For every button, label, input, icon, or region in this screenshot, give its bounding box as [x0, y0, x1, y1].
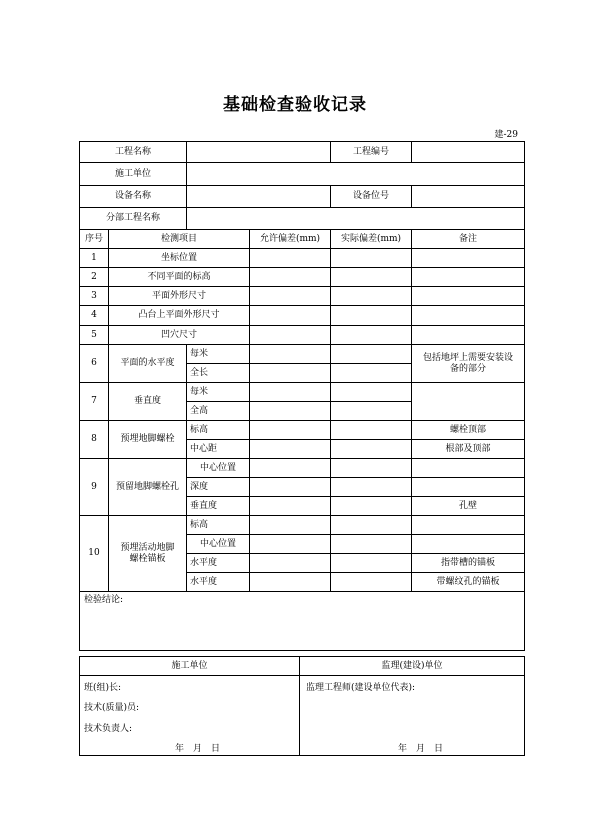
remark-cell[interactable]: [412, 383, 525, 421]
remark-cell[interactable]: [412, 306, 525, 326]
allowed-cell[interactable]: [250, 478, 331, 497]
row-no: 5: [80, 326, 109, 345]
inspection-table: [79, 141, 525, 651]
row-sub-item: 每米: [187, 383, 250, 402]
remark-cell: 包括地坪上需要安装设备的部分: [412, 345, 525, 383]
row-item: 预埋地脚螺栓: [109, 421, 187, 459]
col-remark: 备注: [412, 230, 525, 249]
row-sub-item: 中心位置: [187, 459, 250, 478]
row-sub-item: 深度: [187, 478, 250, 497]
actual-cell[interactable]: [331, 573, 412, 592]
row-no: 8: [80, 421, 109, 459]
remark-cell[interactable]: [412, 535, 525, 554]
allowed-cell[interactable]: [250, 402, 331, 421]
remark-cell: 孔壁: [412, 497, 525, 516]
actual-cell[interactable]: [331, 402, 412, 421]
allowed-cell[interactable]: [250, 516, 331, 535]
equipment-name-label: 设备名称: [80, 186, 187, 208]
team-leader-label: 班(组)长:: [84, 683, 122, 693]
quality-tech-label: 技术(质量)员:: [84, 703, 140, 713]
row-sub-item: 全长: [187, 364, 250, 383]
allowed-cell[interactable]: [250, 249, 331, 268]
allowed-cell[interactable]: [250, 268, 331, 287]
row-item: 不同平面的标高: [109, 268, 250, 287]
col-actual: 实际偏差(mm): [331, 230, 412, 249]
allowed-cell[interactable]: [250, 421, 331, 440]
row-sub-item: 水平度: [187, 554, 250, 573]
actual-cell[interactable]: [331, 326, 412, 345]
row-no: 2: [80, 268, 109, 287]
row-no: 4: [80, 306, 109, 326]
document-number: 建-29: [494, 130, 518, 140]
row-item: 平面外形尺寸: [109, 287, 250, 306]
allowed-cell[interactable]: [250, 345, 331, 364]
actual-cell[interactable]: [331, 421, 412, 440]
equipment-position-label: 设备位号: [331, 186, 412, 208]
allowed-cell[interactable]: [250, 306, 331, 326]
remark-cell[interactable]: [412, 326, 525, 345]
remark-cell[interactable]: [412, 268, 525, 287]
row-item: 平面的水平度: [109, 345, 187, 383]
construction-unit-value[interactable]: [187, 163, 525, 186]
allowed-cell[interactable]: [250, 497, 331, 516]
actual-cell[interactable]: [331, 249, 412, 268]
row-item: 预留地脚螺栓孔: [109, 459, 187, 516]
supervisor-label: 监理工程师(建设单位代表):: [306, 683, 416, 693]
sub-project-name-label: 分部工程名称: [80, 208, 187, 230]
actual-cell[interactable]: [331, 459, 412, 478]
row-no: 1: [80, 249, 109, 268]
remark-cell: 指带槽的锚板: [412, 554, 525, 573]
row-sub-item: 全高: [187, 402, 250, 421]
project-name-value[interactable]: [187, 142, 331, 163]
project-no-value[interactable]: [412, 142, 525, 163]
project-name-label: 工程名称: [80, 142, 187, 163]
equipment-position-value[interactable]: [412, 186, 525, 208]
remark-cell: 带螺纹孔的锚板: [412, 573, 525, 592]
actual-cell[interactable]: [331, 478, 412, 497]
row-item: 预埋活动地脚螺栓锚板: [109, 516, 187, 592]
allowed-cell[interactable]: [250, 383, 331, 402]
row-item: 垂直度: [109, 383, 187, 421]
actual-cell[interactable]: [331, 440, 412, 459]
actual-cell[interactable]: [331, 345, 412, 364]
actual-cell[interactable]: [331, 554, 412, 573]
remark-cell[interactable]: [412, 516, 525, 535]
supervision-unit-header: 监理(建设)单位: [300, 657, 525, 676]
signoff-table: [79, 656, 525, 756]
remark-cell: 螺栓顶部: [412, 421, 525, 440]
row-sub-item: 垂直度: [187, 497, 250, 516]
row-sub-item: 每米: [187, 345, 250, 364]
allowed-cell[interactable]: [250, 326, 331, 345]
col-allowed: 允许偏差(mm): [250, 230, 331, 249]
actual-cell[interactable]: [331, 535, 412, 554]
actual-cell[interactable]: [331, 268, 412, 287]
row-no: 9: [80, 459, 109, 516]
date-left: 年 月 日: [175, 744, 221, 754]
project-no-label: 工程编号: [331, 142, 412, 163]
allowed-cell[interactable]: [250, 364, 331, 383]
row-sub-item: 中心位置: [187, 535, 250, 554]
allowed-cell[interactable]: [250, 287, 331, 306]
row-sub-item: 水平度: [187, 573, 250, 592]
actual-cell[interactable]: [331, 287, 412, 306]
inspection-conclusion[interactable]: 检验结论:: [80, 592, 525, 651]
allowed-cell[interactable]: [250, 440, 331, 459]
sub-project-name-value[interactable]: [187, 208, 525, 230]
tech-lead-label: 技术负责人:: [84, 724, 133, 734]
row-sub-item: 中心距: [187, 440, 250, 459]
allowed-cell[interactable]: [250, 573, 331, 592]
actual-cell[interactable]: [331, 383, 412, 402]
allowed-cell[interactable]: [250, 535, 331, 554]
remark-cell[interactable]: [412, 249, 525, 268]
construction-unit-header: 施工单位: [80, 657, 300, 676]
actual-cell[interactable]: [331, 516, 412, 535]
allowed-cell[interactable]: [250, 554, 331, 573]
row-sub-item: 标高: [187, 516, 250, 535]
remark-cell[interactable]: [412, 478, 525, 497]
construction-unit-label: 施工单位: [80, 163, 187, 186]
actual-cell[interactable]: [331, 306, 412, 326]
row-no: 3: [80, 287, 109, 306]
remark-cell: 根部及顶部: [412, 440, 525, 459]
row-no: 7: [80, 383, 109, 421]
page-title: 基础检查验收记录: [223, 95, 367, 115]
remark-cell[interactable]: [412, 287, 525, 306]
row-item: 凸台上平面外形尺寸: [109, 306, 250, 326]
row-no: 10: [80, 516, 109, 592]
row-sub-item: 标高: [187, 421, 250, 440]
col-item: 检测项目: [109, 230, 250, 249]
remark-cell[interactable]: [412, 459, 525, 478]
actual-cell[interactable]: [331, 497, 412, 516]
col-no: 序号: [80, 230, 109, 249]
row-item: 坐标位置: [109, 249, 250, 268]
row-item: 凹穴尺寸: [109, 326, 250, 345]
actual-cell[interactable]: [331, 364, 412, 383]
date-right: 年 月 日: [398, 744, 444, 754]
allowed-cell[interactable]: [250, 459, 331, 478]
row-no: 6: [80, 345, 109, 383]
equipment-name-value[interactable]: [187, 186, 331, 208]
